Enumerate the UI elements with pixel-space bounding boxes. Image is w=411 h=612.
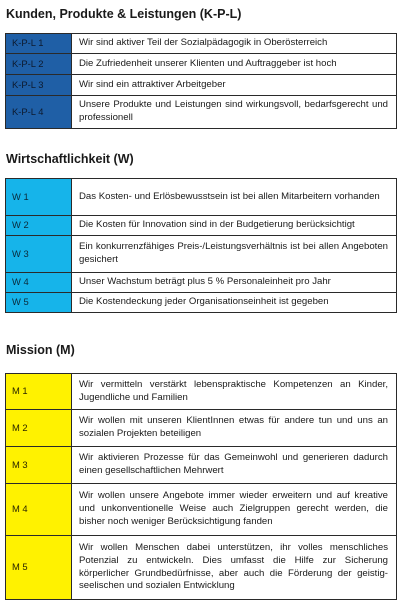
row-text: Wir wollen mit unseren KlientInnen etwas für andere tun und uns an sozialen Projekten beteiligen: [72, 410, 397, 447]
table-kpl: [5, 33, 397, 129]
table-row: [6, 236, 397, 273]
row-text: Das Kosten- und Erlösbewusstsein ist bei allen Mitarbeitern vorhanden: [72, 179, 397, 216]
table-row: [6, 484, 397, 536]
table-row: [6, 96, 397, 129]
row-text: Wir wollen Menschen dabei unterstützen, ihr volles menschliches Potenzial zu entwickeln. Dies umfasst die Hilfe zur Sicherung körperlicher Grundbedürfnisse, aber auch die Förderung der geistig-seelischen und sozialen Entwicklung: [72, 536, 397, 600]
table-row: [6, 536, 397, 600]
row-text: Wir wollen unsere Angebote immer wieder erweitern und auf kreative und unkonventionelle Weise auch Zielgruppen gerecht werden, die bisher noch weniger Berücksichtigung fanden: [72, 484, 397, 536]
row-text: Die Zufriedenheit unserer Klienten und Auftraggeber ist hoch: [72, 54, 397, 75]
section-title-w: Wirtschaftlichkeit (W): [6, 152, 134, 166]
table-row: [6, 34, 397, 54]
row-code: M 1: [6, 374, 72, 410]
table-w: [5, 178, 397, 313]
table-m: [5, 373, 397, 600]
row-code: K-P-L 4: [6, 96, 72, 129]
table-row: [6, 410, 397, 447]
row-code: K-P-L 3: [6, 75, 72, 96]
row-text: Die Kostendeckung jeder Organisationseinheit ist gegeben: [72, 293, 397, 313]
row-code: W 2: [6, 216, 72, 236]
row-code: W 3: [6, 236, 72, 273]
section-title-m: Mission (M): [6, 343, 75, 357]
table-row: [6, 447, 397, 484]
row-text: Ein konkurrenzfähiges Preis-/Leistungsverhältnis ist bei allen Angeboten gesichert: [72, 236, 397, 273]
row-code: M 4: [6, 484, 72, 536]
row-code: W 1: [6, 179, 72, 216]
table-row: [6, 54, 397, 75]
table-row: [6, 75, 397, 96]
row-code: M 5: [6, 536, 72, 600]
table-row: [6, 374, 397, 410]
row-code: K-P-L 1: [6, 34, 72, 54]
row-code: M 2: [6, 410, 72, 447]
row-code: W 5: [6, 293, 72, 313]
table-row: [6, 216, 397, 236]
row-code: M 3: [6, 447, 72, 484]
row-text: Unser Wachstum beträgt plus 5 % Personaleinheit pro Jahr: [72, 273, 397, 293]
table-row: [6, 273, 397, 293]
row-text: Wir sind ein attraktiver Arbeitgeber: [72, 75, 397, 96]
row-code: K-P-L 2: [6, 54, 72, 75]
row-text: Wir sind aktiver Teil der Sozialpädagogik in Oberösterreich: [72, 34, 397, 54]
row-code: W 4: [6, 273, 72, 293]
row-text: Die Kosten für Innovation sind in der Budgetierung berücksichtigt: [72, 216, 397, 236]
row-text: Wir vermitteln verstärkt lebenspraktische Kompetenzen an Kinder, Jugendliche und Familien: [72, 374, 397, 410]
section-title-kpl: Kunden, Produkte & Leistungen (K-P-L): [6, 7, 242, 21]
row-text: Unsere Produkte und Leistungen sind wirkungsvoll, bedarfsgerecht und professionell: [72, 96, 397, 129]
table-row: [6, 293, 397, 313]
table-row: [6, 179, 397, 216]
row-text: Wir aktivieren Prozesse für das Gemeinwohl und generieren dadurch einen gesellschaftlichen Mehrwert: [72, 447, 397, 484]
